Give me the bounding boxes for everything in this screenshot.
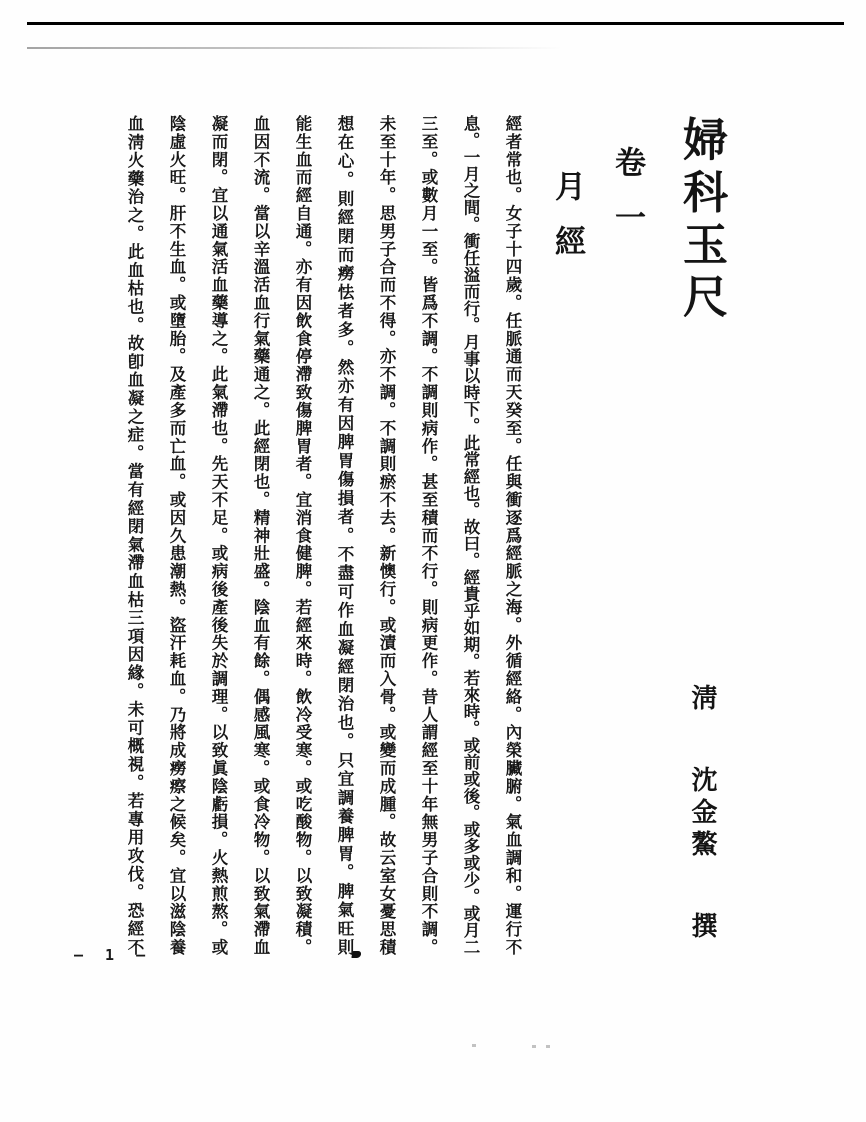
scan-speck bbox=[472, 1044, 476, 1047]
page-number: — 1 — bbox=[74, 946, 147, 964]
text-column-1: 經者常也。女子十四歲。任脈通而天癸至。任與衝逐爲經脈之海。外循經絡。內榮臟腑。氣血調和。運行不 bbox=[503, 115, 522, 955]
text-column-3: 三至。或數月一至。皆爲不調。不調則病作。甚至積而不行。則病更作。昔人謂經至十年無男子合則不調。 bbox=[419, 115, 438, 955]
text-column-5: 想在心。則經閉而癆怯者多。然亦有因脾胃傷損者。不盡可作血凝經閉治也。只宜調養脾胃。脾氣旺則 bbox=[335, 115, 354, 955]
scan-speck bbox=[546, 1045, 550, 1048]
scan-border-line-faint bbox=[27, 47, 562, 49]
book-title: 婦科玉尺 bbox=[675, 116, 728, 320]
text-column-9: 陰虛火旺。肝不生血。或墮胎。及產多而亡血。或因久患潮熱。盜汗耗血。乃將成癆瘵之候矣。宜以滋陰養 bbox=[167, 115, 186, 955]
body-text-block bbox=[113, 115, 533, 955]
text-column-2: 息。一月之間。衝任溢而行。月事以時下。此常經也。故曰。經貴乎如期。若來時。或前或後。或多或少。或月二 bbox=[461, 115, 480, 955]
volume-label: 卷一 bbox=[609, 146, 645, 232]
scan-border-line bbox=[27, 22, 844, 25]
section-title: 月經 bbox=[549, 170, 585, 256]
author-column bbox=[686, 684, 718, 938]
text-column-8: 凝而閉。宜以通氣活血藥導之。此氣滯也。先天不足。或病後產後失於調理。以致眞陰虧損。火熱煎熬。或 bbox=[209, 115, 228, 955]
author-role: 撰 bbox=[687, 912, 717, 938]
scan-speck bbox=[532, 1045, 536, 1048]
text-column-10: 血淸火藥治之。此血枯也。故卽血凝之症。當有經閉氣滯血枯三項因緣。未可概視。若專用攻伐。恐經不 bbox=[125, 115, 144, 955]
text-column-7: 血因不流。當以辛溫活血行氣藥通之。此經閉也。精神壯盛。陰血有餘。偶感風寒。或食冷物。以致氣滯血 bbox=[251, 115, 270, 955]
text-column-4: 未至十年。思男子合而不得。亦不調。不調則瘀不去。新懊行。或漬而入骨。或變而成腫。故云室女憂思積 bbox=[377, 115, 396, 955]
text-column-6: 能生血而經自通。亦有因飲食停滯致傷脾胃者。宜消食健脾。若經來時。飲冷受寒。或吃酸物。以致凝積。 bbox=[293, 115, 312, 955]
author-dynasty: 淸 bbox=[687, 684, 717, 710]
author-name: 沈金鰲 bbox=[687, 766, 717, 862]
